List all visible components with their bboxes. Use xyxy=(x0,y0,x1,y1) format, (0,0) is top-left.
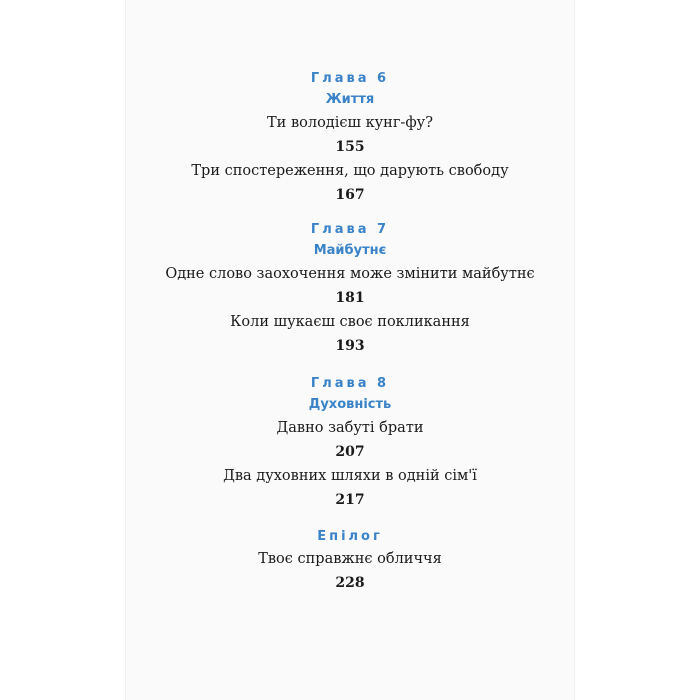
chapter-heading: Глава 6 xyxy=(310,71,390,86)
chapter-subtitle: Духовність xyxy=(308,397,392,412)
chapter-subtitle: Життя xyxy=(325,92,375,107)
entry-title: Одне слово заохочення може змінити майбутнє xyxy=(165,266,535,282)
entry-title: Два духовних шляхи в одній сім'ї xyxy=(223,468,477,484)
chapter-7-section xyxy=(0,220,700,358)
chapter-heading: Глава 7 xyxy=(310,222,390,237)
chapter-subtitle: Майбутнє xyxy=(313,243,387,258)
entry-title: Коли шукаєш своє покликання xyxy=(230,314,470,330)
entry-page-number: 228 xyxy=(335,575,365,591)
chapter-8-section xyxy=(0,374,700,512)
chapter-heading: Епілог xyxy=(317,529,383,544)
entry-page-number: 193 xyxy=(335,338,365,354)
entry-page-number: 167 xyxy=(335,187,365,203)
entry-page-number: 207 xyxy=(335,444,365,460)
entry-title: Ти володієш кунг-фу? xyxy=(267,115,433,131)
entry-title: Давно забуті брати xyxy=(276,420,424,436)
epilogue-section xyxy=(0,527,700,595)
entry-title: Твоє справжнє обличчя xyxy=(258,551,442,567)
chapter-heading: Глава 8 xyxy=(310,376,390,391)
chapter-6-section xyxy=(0,69,700,207)
entry-title: Три спостереження, що дарують свободу xyxy=(191,163,509,179)
entry-page-number: 217 xyxy=(335,492,365,508)
entry-page-number: 181 xyxy=(335,290,365,306)
entry-page-number: 155 xyxy=(335,139,365,155)
